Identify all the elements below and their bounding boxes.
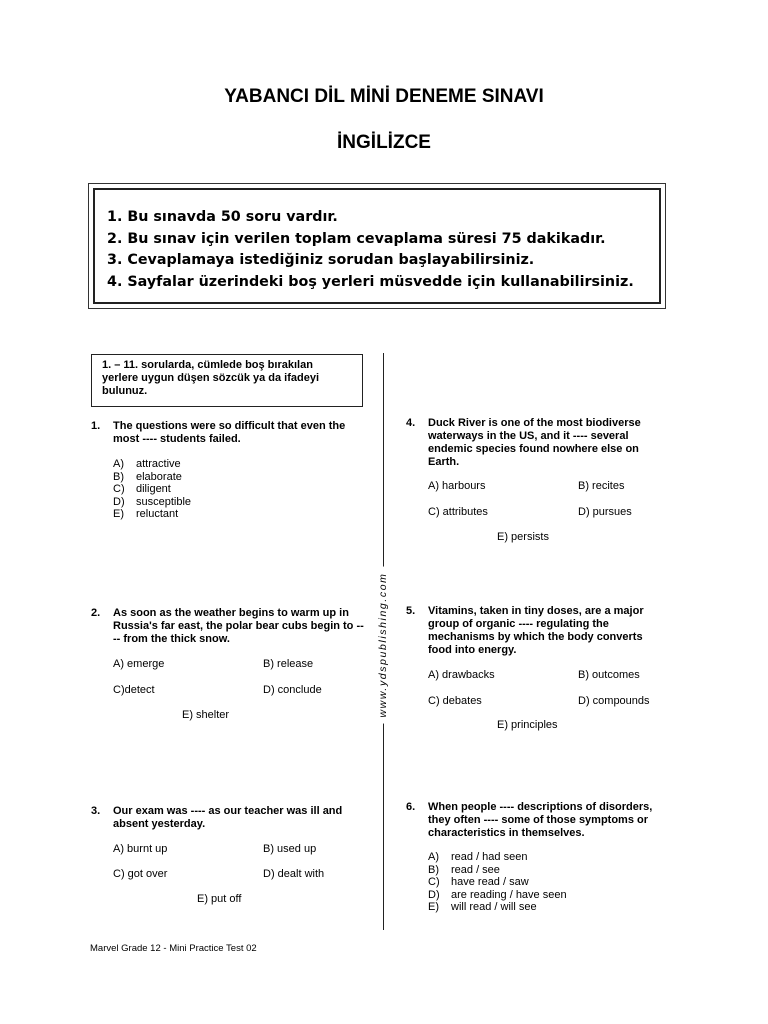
question-number: 5. (406, 605, 416, 617)
option-e[interactable]: E) put off (197, 893, 242, 905)
question-number: 2. (91, 607, 101, 619)
option-a[interactable]: A) burnt up (113, 843, 168, 855)
instruction-item: 4. Sayfalar üzerindeki boş yerleri müsvedde için kullanabilirsiniz. (107, 273, 634, 290)
option-e[interactable]: E) will read / will see (428, 901, 537, 913)
question-stem: The questions were so difficult that even the most ---- students failed. (113, 420, 346, 445)
option-c[interactable]: C) debates (428, 695, 482, 707)
instructions-list (107, 207, 634, 293)
option-b[interactable]: B) elaborate (113, 470, 182, 483)
question-number: 6. (406, 801, 416, 813)
option-c[interactable]: C)detect (113, 684, 155, 696)
option-c[interactable]: C) have read / saw (428, 876, 529, 888)
instruction-item: 3. Cevaplamaya istediğiniz sorudan başlayabilirsiniz. (107, 252, 535, 268)
option-d[interactable]: D) pursues (578, 506, 632, 518)
option-a[interactable]: A) drawbacks (428, 669, 495, 681)
question-stem: Vitamins, taken in tiny doses, are a major group of organic ---- regulating the mechanisms by which the body converts food into energy. (428, 605, 644, 656)
option-c[interactable]: C) diligent (113, 483, 171, 495)
option-c[interactable]: C) got over (113, 868, 168, 880)
option-e[interactable]: E) shelter (182, 709, 230, 721)
question-number: 1. (91, 420, 101, 432)
question-number: 3. (91, 805, 101, 817)
question-stem: Our exam was ---- as our teacher was ill and absent yesterday. (113, 805, 343, 830)
option-b[interactable]: B) read / see (428, 863, 500, 876)
option-e[interactable]: E) reluctant (113, 508, 179, 520)
instruction-item: 2. Bu sınav için verilen toplam cevaplama süresi 75 dakikadır. (107, 230, 606, 247)
page-footer: Marvel Grade 12 - Mini Practice Test 02 (90, 943, 257, 954)
instruction-item: 1. Bu sınavda 50 soru vardır. (107, 209, 338, 225)
publisher-watermark: www.ydspublishing.com (377, 566, 389, 723)
option-d[interactable]: D) dealt with (263, 868, 325, 880)
option-a[interactable]: A) emerge (113, 658, 165, 670)
option-b[interactable]: B) used up (263, 843, 317, 855)
option-d[interactable]: D) susceptible (113, 495, 192, 508)
question-stem: Duck River is one of the most biodiverse waterways in the US, and it ---- several endemic species found nowhere else on Earth. (428, 417, 641, 468)
options-list (428, 851, 567, 914)
option-e[interactable]: E) principles (497, 719, 558, 731)
option-d[interactable]: D) conclude (263, 684, 322, 696)
options-list (113, 458, 191, 521)
option-d[interactable]: D) compounds (578, 695, 650, 707)
page-title: YABANCI DİL MİNİ DENEME SINAVI (224, 86, 544, 107)
question-number: 4. (406, 417, 416, 429)
option-b[interactable]: B) outcomes (578, 669, 640, 681)
option-d[interactable]: D) are reading / have seen (428, 888, 567, 901)
question-stem: As soon as the weather begins to warm up in Russia's far east, the polar bear cubs begin to ---- from the thick snow. (113, 607, 364, 645)
option-c[interactable]: C) attributes (428, 506, 488, 518)
option-a[interactable]: A) harbours (428, 480, 486, 492)
option-a[interactable]: A) attractive (113, 458, 181, 470)
option-a[interactable]: A) read / had seen (428, 851, 528, 863)
page-subtitle: İNGİLİZCE (337, 132, 431, 153)
option-b[interactable]: B) recites (578, 480, 625, 492)
section-note: 1. – 11. sorularda, cümlede boş bırakılan yerlere uygun düşen sözcük ya da ifadeyi bulunuz. (91, 354, 363, 407)
instructions-box (88, 183, 666, 309)
option-e[interactable]: E) persists (497, 531, 549, 543)
instructions-inner-frame (93, 188, 661, 304)
option-b[interactable]: B) release (263, 658, 314, 670)
question-stem: When people ---- descriptions of disorders, they often ---- some of those symptoms or characteristics in themselves. (428, 801, 653, 839)
